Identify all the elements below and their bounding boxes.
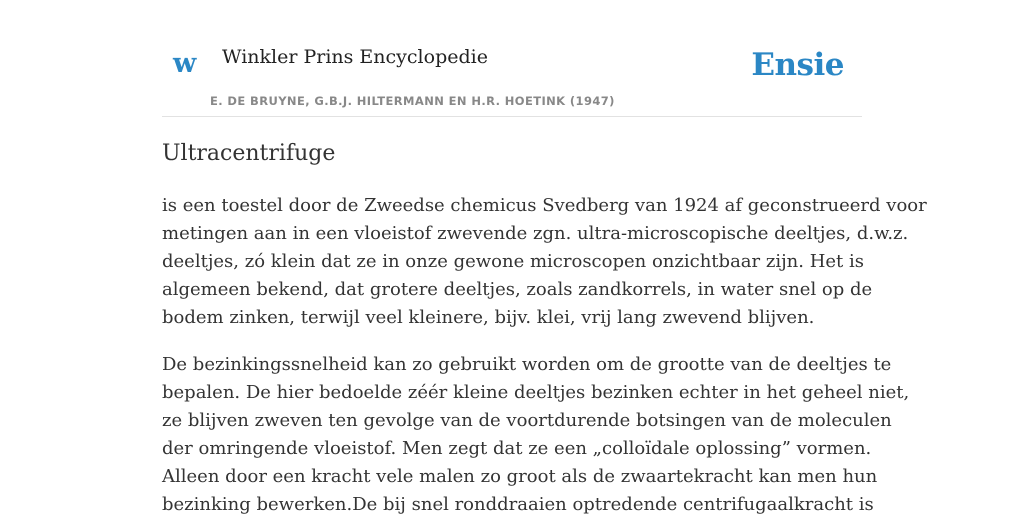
paragraph-line: metingen aan in een vloeistof zwevende zgn. ultra-microscopische deeltjes, d.w.z. [162,223,909,244]
paragraph-line: ze blijven zweven ten gevolge van de voortdurende botsingen van de moleculen [162,410,892,431]
paragraph-line: bepalen. De hier bedoelde zéér kleine deeltjes bezinken echter in het geheel niet, [162,382,910,403]
paragraph-line: bodem zinken, terwijl veel kleinere, bijv. klei, vrij lang zwevend blijven. [162,307,815,328]
site-header [162,0,862,117]
paragraph-line: Alleen door een kracht vele malen zo groot als de zwaartekracht kan men hun [162,466,878,487]
paragraph-line: is een toestel door de Zweedse chemicus Svedberg van 1924 af geconstrueerd voor [162,195,927,216]
paragraph-line: bezinking bewerken.De bij snel ronddraaien optredende centrifugaalkracht is [162,494,874,515]
article-paragraph [162,192,927,332]
ensie-logo[interactable]: Ensie [751,47,844,83]
winkler-prins-logo[interactable]: w [173,48,197,79]
paragraph-line: der omringende vloeistof. Men zegt dat ze een „colloïdale oplossing” vormen. [162,438,872,459]
article [162,138,927,519]
paragraph-line: De bezinkingssnelheid kan zo gebruikt worden om de grootte van de deeltjes te [162,354,892,375]
publication-title[interactable]: Winkler Prins Encyclopedie [222,46,488,68]
paragraph-line: deeltjes, zó klein dat ze in onze gewone microscopen onzichtbaar zijn. Het is [162,251,865,272]
article-paragraph [162,351,910,519]
article-headword: Ultracentrifuge [162,141,336,166]
paragraph-line: algemeen bekend, dat grotere deeltjes, zoals zandkorrels, in water snel op de [162,279,873,300]
publication-authors: E. DE BRUYNE, G.B.J. HILTERMANN EN H.R. HOETINK (1947) [210,94,615,108]
